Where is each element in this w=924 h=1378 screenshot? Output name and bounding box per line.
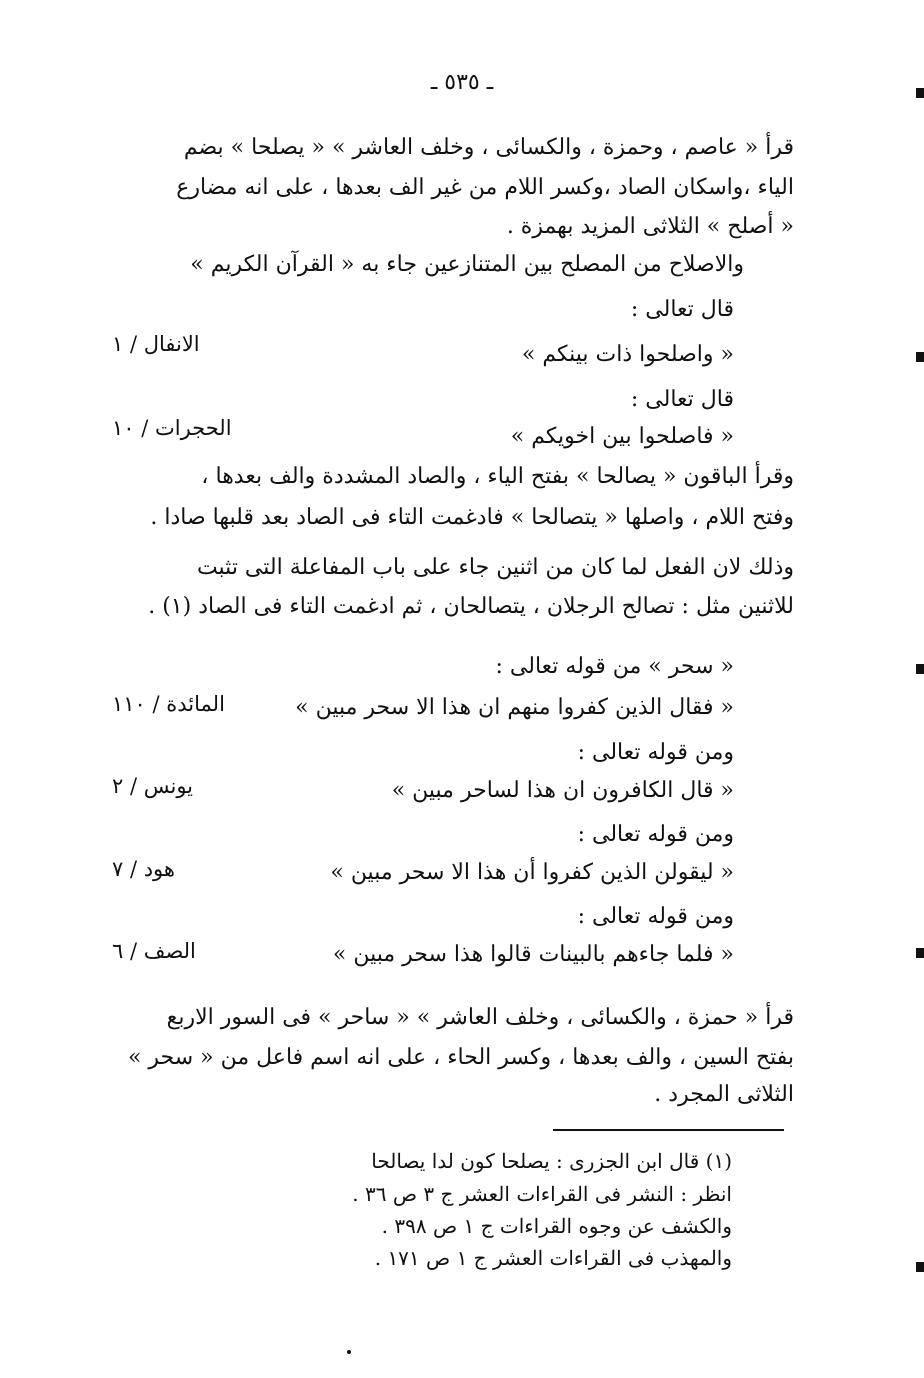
verse4-text: « قال الكافرون ان هذا لساحر مبين » — [391, 778, 734, 803]
verse2-ref: الحجرات / ١٠ — [112, 416, 232, 440]
footnote-line4: والمهذب فى القراءات العشر ج ١ ص ١٧١ . — [374, 1246, 732, 1270]
verse1-text: « واصلحوا ذات بينكم » — [521, 342, 734, 367]
paragraph1-line2: الياء ،واسكان الصاد ،وكسر اللام من غير الف بعدها ، على انه مضارع — [176, 175, 794, 200]
verse5-ref: هود / ٧ — [112, 857, 175, 881]
verse6-intro: ومن قوله تعالى : — [577, 904, 734, 929]
paragraph1-line1: قرأ « عاصم ، وحمزة ، والكسائى ، وخلف العاشر » « يصلحا » بضم — [183, 135, 794, 160]
verse1-intro: قال تعالى : — [630, 297, 734, 322]
paragraph4-line1: وذلك لان الفعل لما كان من اثنين جاء على باب المفاعلة التى تثبت — [196, 555, 794, 580]
verse1-ref: الانفال / ١ — [112, 332, 200, 356]
scan-dot — [347, 1350, 351, 1354]
verse3-ref: المائدة / ١١٠ — [112, 692, 225, 716]
footnote-rule — [553, 1129, 784, 1131]
edge-mark — [916, 88, 924, 98]
sihr-intro: « سحر » من قوله تعالى : — [495, 654, 734, 679]
verse4-intro: ومن قوله تعالى : — [577, 740, 734, 765]
paragraph2: والاصلاح من المصلح بين المتنازعين جاء به « القرآن الكريم » — [190, 252, 744, 277]
edge-mark — [916, 1262, 924, 1272]
paragraph5-line2: بفتح السين ، والف بعدها ، وكسر الحاء ، على انه اسم فاعل من « سحر » — [127, 1045, 794, 1070]
verse4-ref: يونس / ٢ — [112, 774, 194, 798]
paragraph3-line1: وقرأ الباقون « يصالحا » بفتح الياء ، والصاد المشددة والف بعدها ، — [201, 464, 794, 489]
paragraph3-line2: وفتح اللام ، واصلها « يتصالحا » فادغمت التاء فى الصاد بعد قلبها صادا . — [150, 505, 794, 530]
paragraph1-line3: « أصلح » الثلاثى المزيد بهمزة . — [506, 214, 794, 239]
verse5-intro: ومن قوله تعالى : — [577, 822, 734, 847]
verse2-text: « فاصلحوا بين اخويكم » — [510, 424, 734, 449]
page-number: ـ ٥٣٥ ـ — [430, 70, 494, 95]
verse6-ref: الصف / ٦ — [112, 939, 196, 963]
footnote-line3: والكشف عن وجوه القراءات ج ١ ص ٣٩٨ . — [381, 1214, 732, 1238]
edge-mark — [916, 664, 924, 674]
paragraph5-line3: الثلاثى المجرد . — [654, 1082, 794, 1107]
verse2-intro: قال تعالى : — [630, 387, 734, 412]
paragraph5-line1: قرأ « حمزة ، والكسائى ، وخلف العاشر » « ساحر » فى السور الاربع — [166, 1005, 794, 1030]
verse3-text: « فقال الذين كفروا منهم ان هذا الا سحر مبين » — [295, 695, 734, 720]
footnote-line1: (١) قال ابن الجزرى : يصلحا كون لدا يصالحا — [371, 1149, 732, 1173]
paragraph4-line2: للاثنين مثل : تصالح الرجلان ، يتصالحان ، ثم ادغمت التاء فى الصاد (١) . — [148, 594, 794, 619]
verse6-text: « فلما جاءهم بالبينات قالوا هذا سحر مبين » — [332, 942, 734, 967]
footnote-line2: انظر : النشر فى القراءات العشر ج ٣ ص ٣٦ . — [352, 1182, 732, 1206]
verse5-text: « ليقولن الذين كفروا أن هذا الا سحر مبين » — [330, 860, 734, 885]
edge-mark — [916, 352, 924, 362]
edge-mark — [916, 948, 924, 958]
